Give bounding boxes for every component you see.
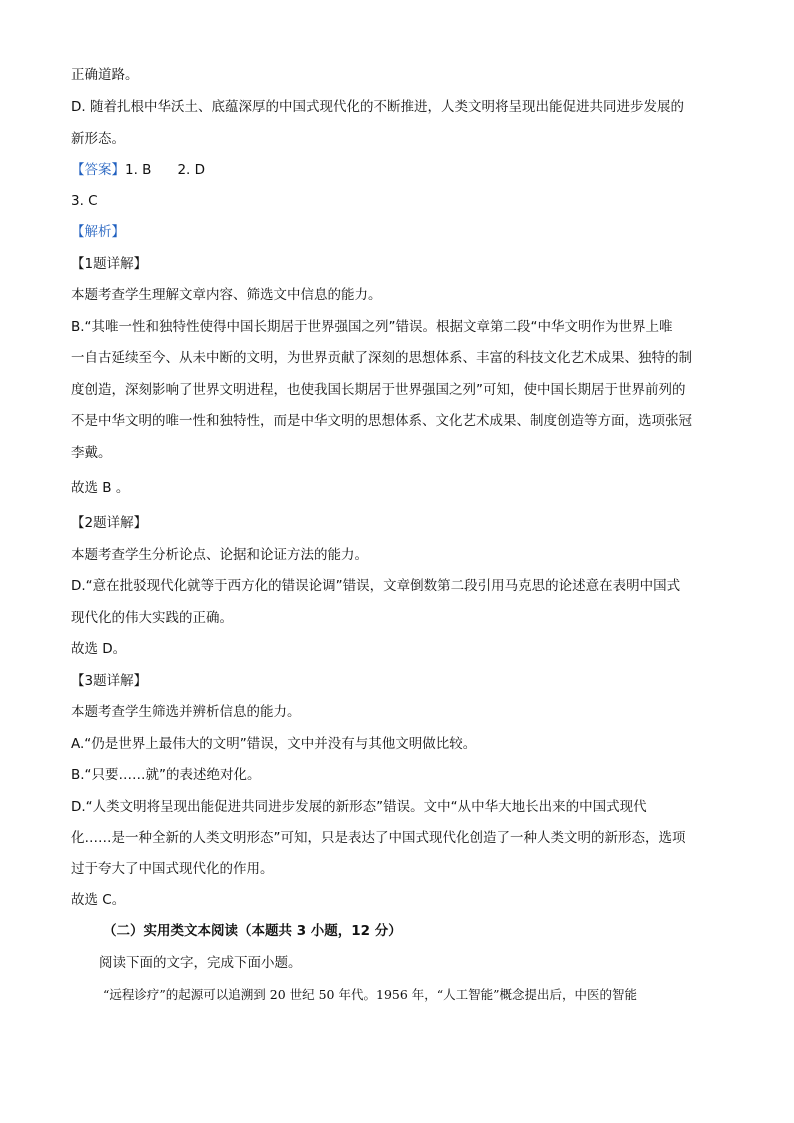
passage-first-line: “远程诊疗”的起源可以追溯到 20 世纪 50 年代。1956 年，“人工智能”概念提出后，中医的智能 bbox=[103, 987, 638, 1002]
conclusion-line: 故选 D。 bbox=[71, 641, 127, 657]
question-3-heading: 【3题详解】 bbox=[71, 673, 148, 689]
text-line: 过于夸大了中国式现代化的作用。 bbox=[71, 861, 274, 877]
text-line: B.“其唯一性和独特性使得中国长期居于世界强国之列”错误。根据文章第二段“中华文明作为世界上唯 bbox=[71, 319, 673, 335]
text-line: 现代化的伟大实践的正确。 bbox=[71, 610, 233, 626]
text-line: 度创造，深刻影响了世界文明进程，也使我国长期居于世界强国之列”可知，使中国长期居于世界前列的 bbox=[71, 382, 686, 398]
text-line: 化……是一种全新的人类文明形态”可知，只是表达了中国式现代化创造了一种人类文明的新形态，选项 bbox=[71, 830, 686, 846]
text-line: D.“意在批驳现代化就等于西方化的错误论调”错误，文章倒数第二段引用马克思的论述意在表明中国式 bbox=[71, 578, 681, 594]
instruction-line: 阅读下面的文字，完成下面小题。 bbox=[99, 955, 302, 971]
text-line: 一自古延续至今、从未中断的文明，为世界贡献了深刻的思想体系、丰富的科技文化艺术成果、独特的制 bbox=[71, 350, 692, 366]
answer-tag: 【答案】 bbox=[71, 162, 125, 178]
section-title: （二）实用类文本阅读（本题共 3 小题，12 分） bbox=[103, 923, 402, 939]
conclusion-line: 故选 C。 bbox=[71, 892, 126, 908]
text-line: B.“只要……就”的表述绝对化。 bbox=[71, 767, 261, 783]
option-d-line: D. 随着扎根中华沃土、底蕴深厚的中国式现代化的不断推进，人类文明将呈现出能促进共同进步发展的 bbox=[71, 99, 684, 115]
text-line: 本题考查学生分析论点、论据和论证方法的能力。 bbox=[71, 547, 368, 563]
text-line: 本题考查学生理解文章内容、筛选文中信息的能力。 bbox=[71, 287, 382, 303]
text-line: 不是中华文明的唯一性和独特性，而是中华文明的思想体系、文化艺术成果、制度创造等方面，选项张冠 bbox=[71, 413, 692, 429]
answer-1: 1. B bbox=[125, 162, 152, 178]
answer-line bbox=[71, 160, 731, 180]
text-line: 本题考查学生筛选并辨析信息的能力。 bbox=[71, 704, 301, 720]
text-line: 新形态。 bbox=[71, 131, 125, 147]
text-line: A.“仍是世界上最伟大的文明”错误，文中并没有与其他文明做比较。 bbox=[71, 736, 477, 752]
question-2-heading: 【2题详解】 bbox=[71, 515, 148, 531]
answer-2: 2. D bbox=[177, 162, 206, 178]
answer-3: 3. C bbox=[71, 193, 98, 209]
text-line: D.“人类文明将呈现出能促进共同进步发展的新形态”错误。文中“从中华大地长出来的中国式现代 bbox=[71, 799, 647, 815]
text-line: 正确道路。 bbox=[71, 67, 139, 83]
analysis-tag: 【解析】 bbox=[71, 224, 125, 240]
conclusion-line: 故选 B 。 bbox=[71, 480, 130, 496]
question-1-heading: 【1题详解】 bbox=[71, 256, 148, 272]
text-line: 李戴。 bbox=[71, 445, 112, 461]
